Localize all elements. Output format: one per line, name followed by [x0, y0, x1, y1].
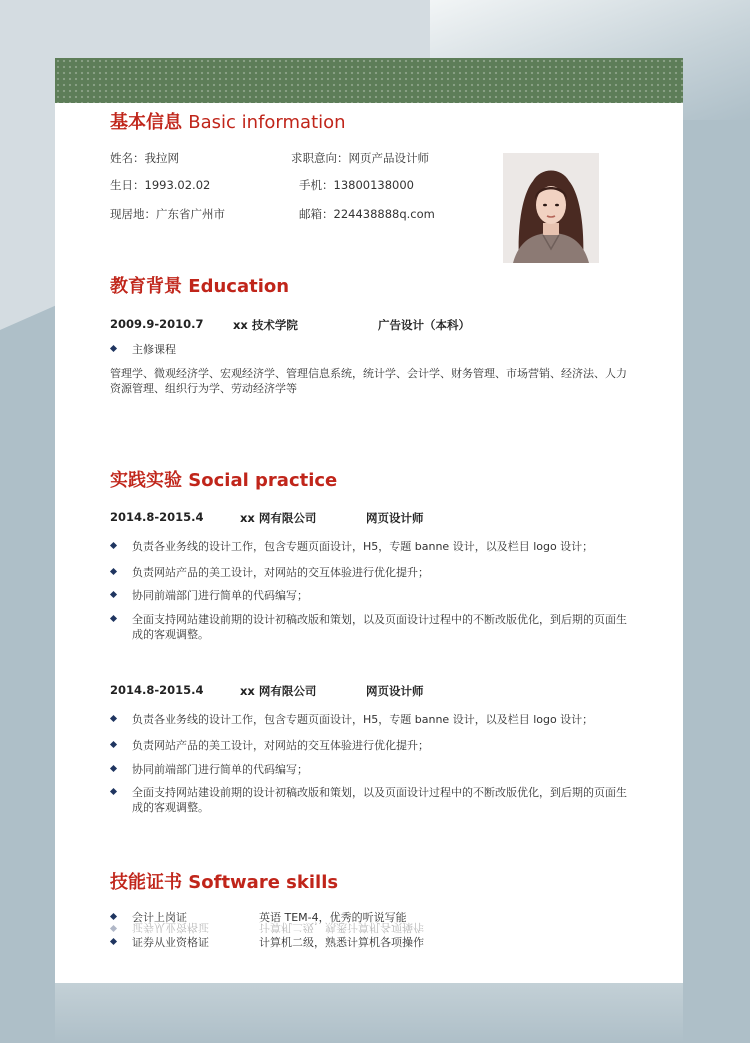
bullet-text: 协同前端部门进行简单的代码编写；: [132, 589, 308, 602]
practice-role: 网页设计师: [366, 511, 424, 525]
section-title-en: Basic information: [188, 112, 346, 133]
skill-desc: 计算机二级，熟悉计算机各项操作: [259, 936, 424, 949]
practice-period: 2014.8-2015.4: [110, 510, 204, 524]
education-period: 2009.9-2010.7: [110, 317, 204, 331]
info-email: 邮箱：224438888q.com: [299, 207, 435, 221]
bullet-icon: [110, 715, 117, 722]
section-title-en: Education: [188, 276, 290, 297]
resume-page: [55, 58, 683, 983]
bullet-icon: [110, 938, 117, 945]
bullet-text: 负责各业务线的设计工作，包含专题页面设计，H5，专题 banne 设计，以及栏目 logo 设计；: [132, 713, 594, 726]
bullet-text: 全面支持网站建设前期的设计初稿改版和策划，以及页面设计过程中的不断改版优化，到后期的页面生成的客观调整。: [132, 613, 627, 641]
page-reflection: [55, 921, 683, 1043]
skill-desc: 计算机二级，熟悉计算机各项操作: [259, 921, 424, 934]
education-major: 广告设计（本科）: [378, 318, 470, 332]
bullet-text: 负责网站产品的美工设计，对网站的交互体验进行优化提升；: [132, 739, 429, 752]
bullet-text: 负责网站产品的美工设计，对网站的交互体验进行优化提升；: [132, 566, 429, 579]
courses-text: 管理学、微观经济学、宏观经济学、管理信息系统，统计学、会计学、财务管理、市场营销、经济法、人力资源管理、组织行为学、劳动经济学等: [110, 367, 627, 395]
skill-cert: 证券从业资格证: [132, 921, 209, 934]
info-birth: 生日：1993.02.02: [110, 178, 211, 192]
education-school: xx 技术学院: [233, 318, 298, 332]
bullet-icon: [110, 765, 117, 772]
section-title-cn: 技能证书: [110, 872, 182, 893]
skill-cert: 会计上岗证: [132, 911, 187, 924]
bullet-icon: [110, 542, 117, 549]
bullet-icon: [110, 913, 117, 920]
info-job: 求职意向：网页产品设计师: [291, 151, 429, 165]
section-title-skills: [110, 868, 338, 894]
bullet-icon: [110, 345, 117, 352]
practice-period: 2014.8-2015.4: [110, 683, 204, 697]
section-title-practice: [110, 466, 337, 492]
bullet-text: 负责各业务线的设计工作，包含专题页面设计，H5，专题 banne 设计，以及栏目 logo 设计；: [132, 540, 594, 553]
bullet-icon: [110, 741, 117, 748]
info-phone: 手机：13800138000: [299, 178, 414, 192]
practice-company: xx 网有限公司: [240, 511, 317, 525]
section-title-education: [110, 272, 289, 298]
info-location: 现居地：广东省广州市: [110, 207, 225, 221]
bullet-icon: [110, 568, 117, 575]
bullet-text: 全面支持网站建设前期的设计初稿改版和策划，以及页面设计过程中的不断改版优化，到后期的页面生成的客观调整。: [132, 786, 627, 814]
bullet-icon: [110, 788, 117, 795]
practice-role: 网页设计师: [366, 684, 424, 698]
profile-photo: [503, 153, 599, 263]
header-band: [55, 58, 683, 103]
courses-label: 主修课程: [132, 343, 176, 356]
section-title-cn: 基本信息: [110, 112, 182, 133]
info-name: 姓名：我拉网: [110, 151, 179, 165]
skill-desc: 英语 TEM-4，优秀的听说写能: [259, 911, 407, 924]
section-title-en: Software skills: [188, 872, 339, 893]
portrait-image: [503, 153, 599, 263]
section-title-en: Social practice: [188, 470, 338, 491]
section-title-cn: 教育背景: [110, 276, 182, 297]
section-title-cn: 实践实验: [110, 470, 182, 491]
practice-company: xx 网有限公司: [240, 684, 317, 698]
skill-cert: 证券从业资格证: [132, 936, 209, 949]
bullet-icon: [110, 591, 117, 598]
bullet-text: 协同前端部门进行简单的代码编写；: [132, 763, 308, 776]
bullet-icon: [110, 615, 117, 622]
section-title-basic: [110, 108, 346, 134]
